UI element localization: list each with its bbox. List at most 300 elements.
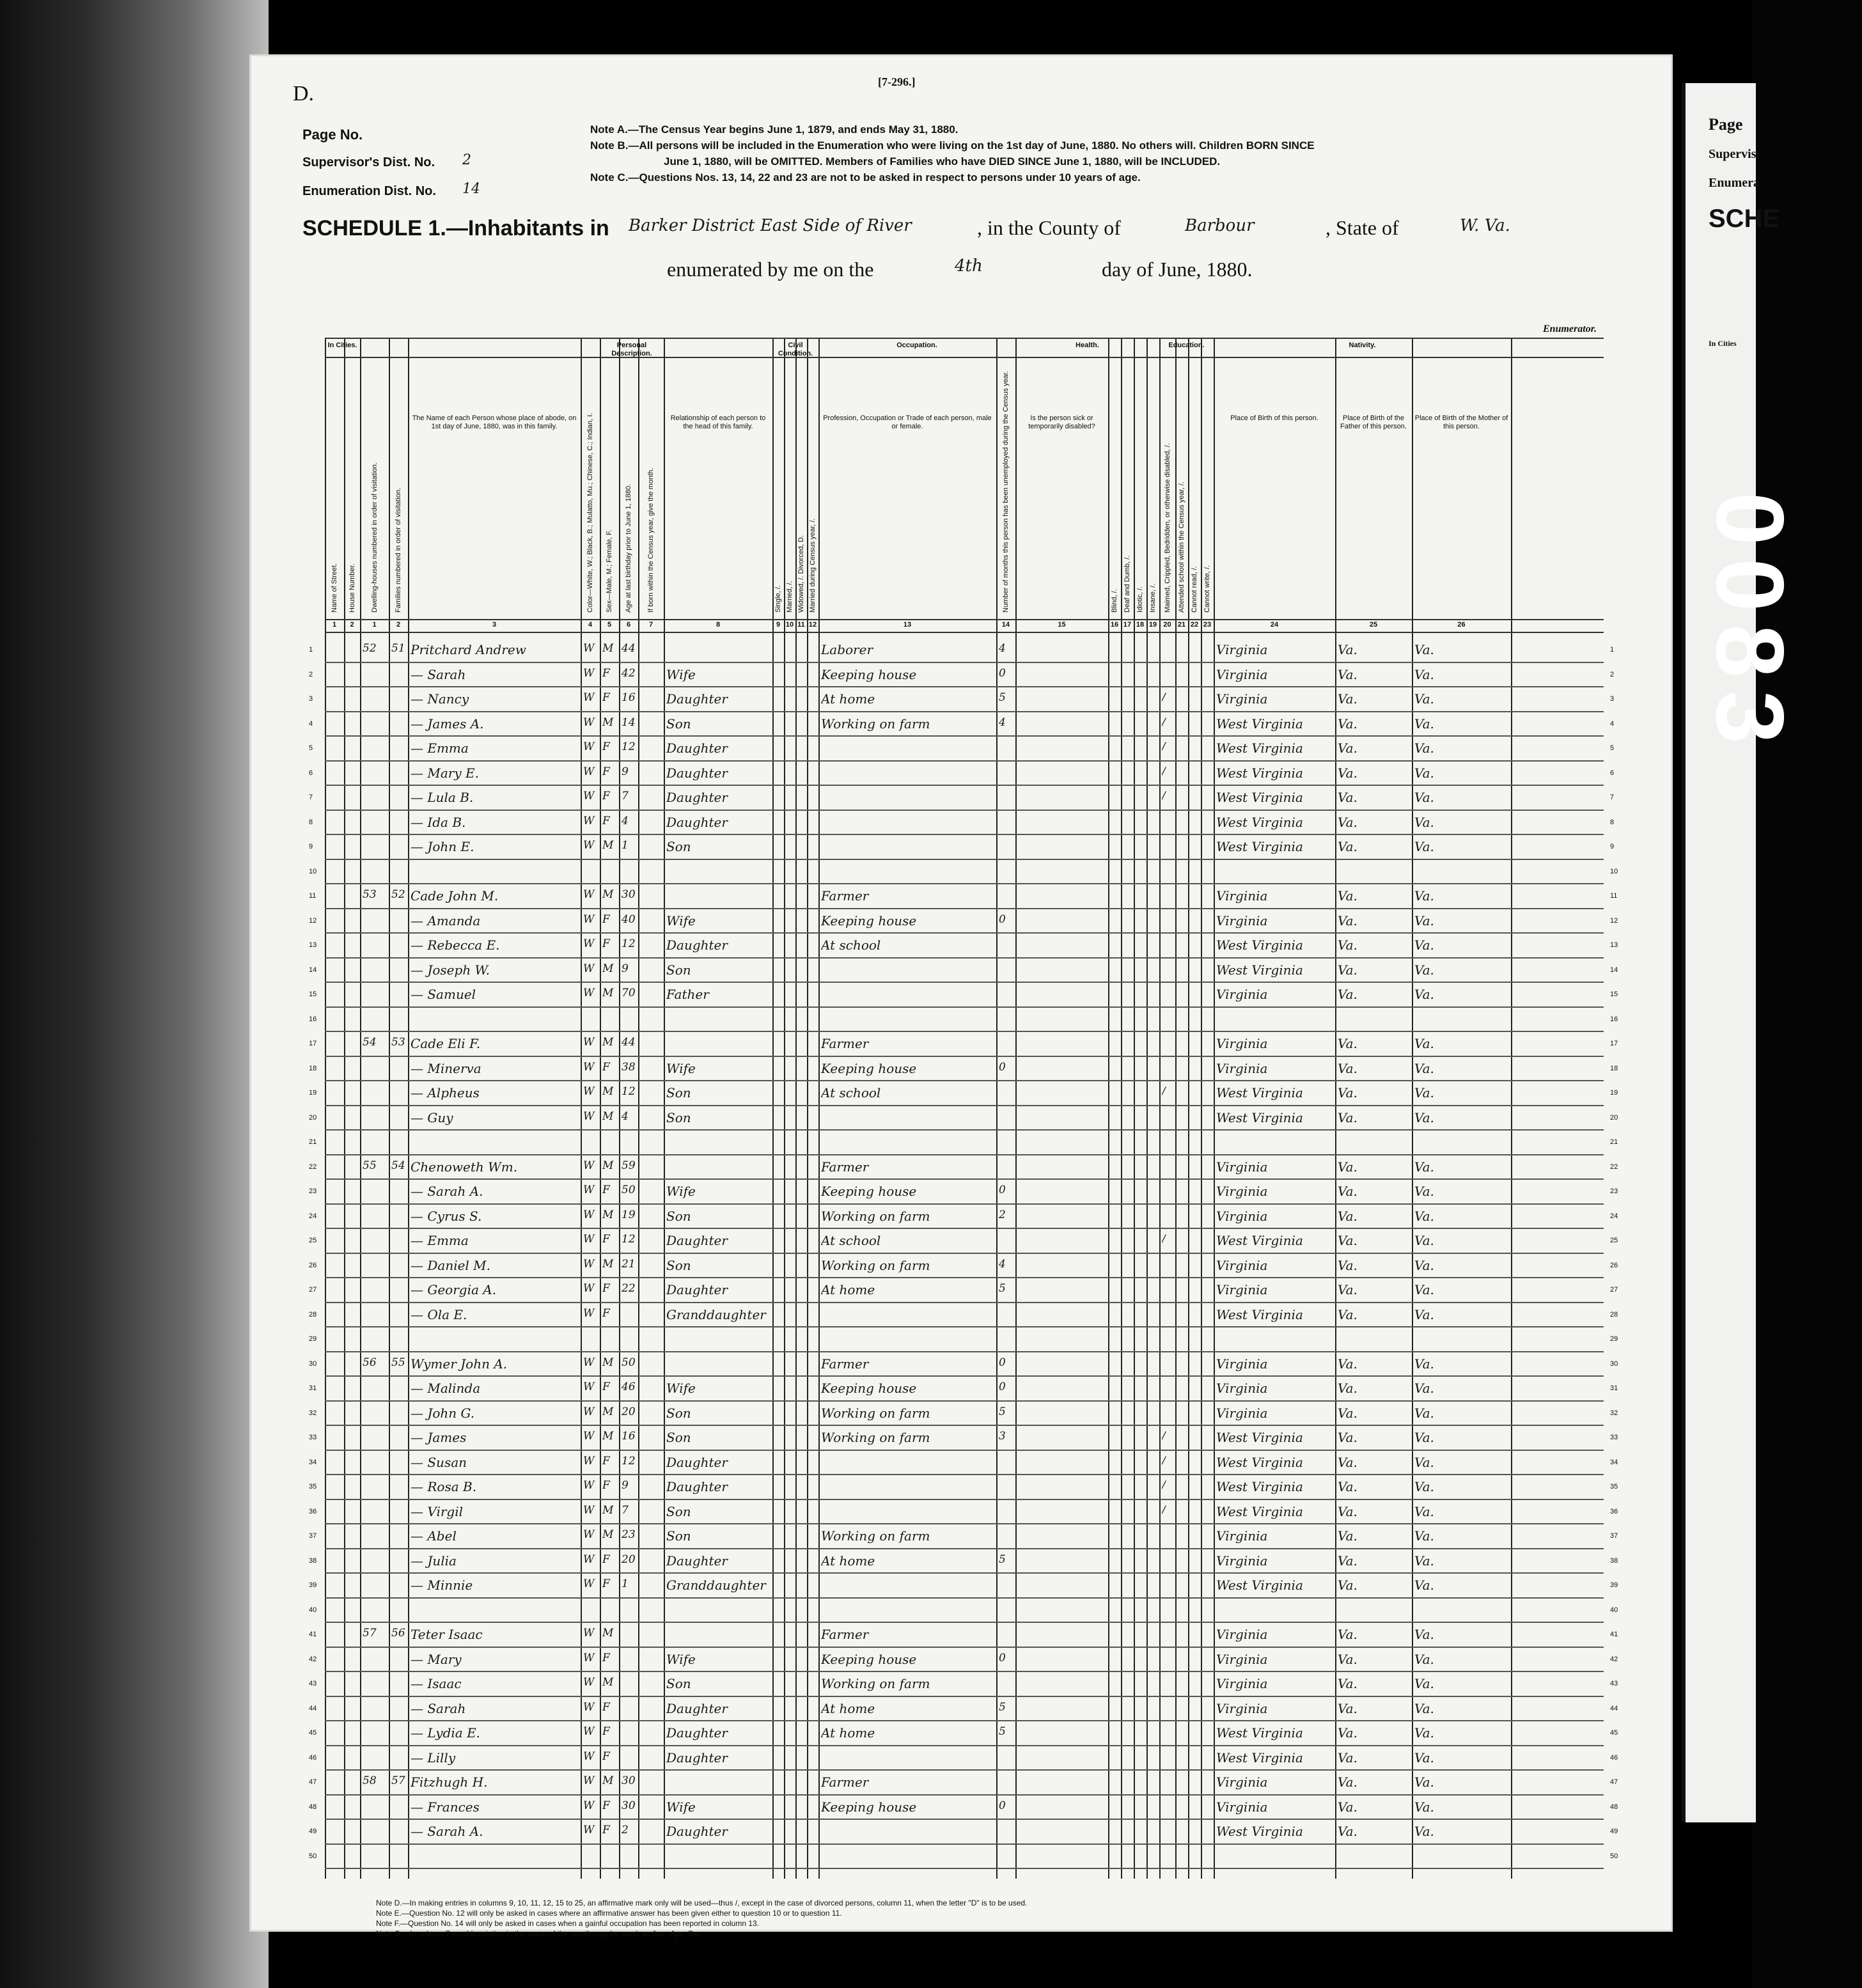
sex: M [602,987,614,999]
county-value: Barbour [1185,216,1255,235]
column-number-22: 20 [1163,621,1171,629]
father-birthplace: Va. [1338,888,1357,904]
color: W [583,1479,595,1492]
table-column-rule [600,338,601,1879]
occupation: Keeping house [821,1651,917,1667]
mother-birthplace: Va. [1414,1159,1434,1175]
sex: F [602,1553,610,1566]
line-number: 50 [309,1852,317,1860]
mother-birthplace: Va. [1414,1430,1434,1445]
person-name: — Nancy [411,691,469,707]
line-number: 24 [1610,1212,1618,1220]
age: 30 [622,888,636,901]
age: 12 [622,1085,636,1098]
line-number: 27 [309,1286,317,1294]
age: 4 [622,1109,629,1123]
table-row [325,1302,1604,1303]
age: 1 [622,839,629,852]
adjacent-schedule-label: SCHE [1709,205,1780,233]
person-name: Cade John M. [411,888,499,904]
months-unemployed: 5 [999,1725,1006,1738]
occupation: At school [821,1233,881,1248]
family-number: 53 [391,1036,405,1049]
sex: F [602,1306,610,1320]
birthplace: West Virginia [1216,765,1303,781]
line-number: 10 [309,867,317,875]
person-name: — Malinda [411,1381,481,1396]
mother-birthplace: Va. [1414,740,1434,756]
table-row [325,1572,1604,1574]
county-label: , in the County of [977,216,1121,239]
column-header-2: House Number. [348,563,356,613]
birthplace: West Virginia [1216,1479,1303,1494]
table-row [325,1548,1604,1549]
attended-school: / [1162,790,1166,802]
sex: M [602,1159,614,1172]
family-number: 55 [391,1356,405,1369]
sex: F [602,1282,610,1295]
table-column-rule [408,338,409,1879]
column-number-18: 16 [1110,621,1119,629]
relationship: Daughter [666,1700,728,1716]
table-row [325,1031,1604,1032]
occupation: At home [821,1553,875,1569]
line-number: 2 [309,670,313,678]
relationship: Wife [666,1381,696,1396]
occupation: Working on farm [821,1676,930,1691]
line-number: 34 [309,1458,317,1466]
sex: M [602,1503,614,1517]
note-b: Note B.—All persons will be included in the Enumeration who were living on the 1st day of June, 1880. No others will. Children BORN SINCE [590,139,1315,152]
line-number: 26 [309,1261,317,1269]
mother-birthplace: Va. [1414,962,1434,978]
mother-birthplace: Va. [1414,888,1434,904]
father-birthplace: Va. [1338,716,1357,732]
relationship: Granddaughter [666,1577,766,1593]
age: 44 [622,642,636,655]
age: 2 [622,1824,629,1836]
attended-school: / [1162,765,1166,778]
column-number-26: 24 [1270,621,1279,629]
line-number: 47 [309,1778,317,1786]
table-row [325,1868,1604,1869]
relationship: Son [666,1430,691,1445]
column-number-8: 6 [626,621,631,629]
occupation: Working on farm [821,1405,930,1421]
supervisor-value: 2 [462,152,471,168]
line-number: 7 [1610,794,1615,801]
table-row [325,1400,1604,1402]
father-birthplace: Va. [1338,1208,1357,1224]
color: W [583,790,595,802]
months-unemployed: 5 [999,1405,1006,1418]
birthplace: Virginia [1216,1060,1268,1076]
dwelling-number: 57 [363,1627,377,1640]
group-header-nativity: Nativity. [1349,341,1376,349]
line-number: 27 [1610,1286,1618,1294]
birthplace: West Virginia [1216,1824,1303,1839]
sex: M [602,1257,614,1271]
mother-birthplace: Va. [1414,1651,1434,1667]
mother-birthplace: Va. [1414,1208,1434,1224]
mother-birthplace: Va. [1414,1503,1434,1519]
age: 9 [622,962,629,975]
father-birthplace: Va. [1338,1700,1357,1716]
birthplace: West Virginia [1216,839,1303,854]
person-name: — Rosa B. [411,1479,477,1494]
age: 44 [622,1036,636,1049]
table-row [325,834,1604,835]
occupation: Farmer [821,1627,869,1642]
mother-birthplace: Va. [1414,1085,1434,1100]
age: 16 [622,1430,636,1443]
person-name: — Emma [411,740,469,756]
line-number: 16 [1610,1015,1618,1023]
relationship: Son [666,839,691,854]
occupation: Keeping house [821,1060,917,1076]
line-number: 22 [1610,1162,1618,1171]
occupation: At home [821,1700,875,1716]
months-unemployed: 0 [999,1651,1006,1664]
person-name: — Julia [411,1553,457,1569]
sex: F [602,790,610,802]
mother-birthplace: Va. [1414,1676,1434,1691]
attended-school: / [1162,1085,1166,1098]
note-g: Note G.—In column 7 an abbreviation in the name of the month may be used, as Jan., Apr., Dec. [376,1929,704,1938]
note-d: Note D.—In making entries in columns 9, 10, 11, 12, 15 to 25, an affirmative mark only will be used—thus /, except in the case of divorced persons, column 11, when the letter "D" is to be used. [376,1898,1028,1907]
attended-school: / [1162,1479,1166,1492]
color: W [583,1430,595,1443]
color: W [583,1208,595,1221]
table-row [325,1523,1604,1524]
line-number: 49 [1610,1828,1618,1835]
birthplace: Virginia [1216,1381,1268,1396]
color: W [583,1700,595,1714]
census-table [309,338,1618,1879]
table-header-rule [325,632,1604,633]
column-header-8: Age at last birthday prior to June 1, 1880. [625,483,632,613]
table-row [325,1080,1604,1081]
line-number: 11 [309,892,317,900]
sex: M [602,1085,614,1098]
line-number: 31 [309,1384,317,1392]
birthplace: Virginia [1216,1282,1268,1297]
table-row [325,1203,1604,1205]
mother-birthplace: Va. [1414,1184,1434,1199]
column-header-13: Widowed, /. Divorced, D. [797,535,805,613]
enumeration-label: Enumeration Dist. No. [302,184,436,198]
table-row [325,1450,1604,1451]
age: 16 [622,691,636,704]
color: W [583,1577,595,1590]
mother-birthplace: Va. [1414,1528,1434,1544]
occupation: At school [821,1085,881,1100]
father-birthplace: Va. [1338,642,1357,657]
table-row [325,1769,1604,1771]
table-row [325,859,1604,860]
sex: F [602,666,610,680]
table-row [325,1006,1604,1008]
line-number: 4 [309,719,313,728]
column-number-15: 13 [903,621,912,629]
relationship: Son [666,1405,691,1421]
father-birthplace: Va. [1338,1159,1357,1175]
table-row [325,1671,1604,1672]
months-unemployed: 0 [999,1799,1006,1812]
person-name: — Amanda [411,912,481,928]
birthplace: West Virginia [1216,1306,1303,1322]
birthplace: Virginia [1216,888,1268,904]
table-column-rule [818,338,820,1879]
table-row [325,1819,1604,1820]
table-row [325,1129,1604,1131]
age: 19 [622,1208,636,1221]
father-birthplace: Va. [1338,1553,1357,1569]
occupation: Keeping house [821,1184,917,1199]
table-column-rule [784,338,785,1879]
dwelling-number: 55 [363,1159,377,1172]
relationship: Daughter [666,740,728,756]
sex: M [602,1356,614,1369]
sex: F [602,1651,610,1664]
birthplace: Virginia [1216,1208,1268,1224]
family-number: 52 [391,888,405,901]
color: W [583,937,595,950]
line-number: 6 [309,769,313,777]
column-header-17: Is the person sick or temporarily disabled? [1028,414,1095,430]
line-number: 12 [1610,916,1618,925]
birthplace: Virginia [1216,912,1268,928]
relationship: Daughter [666,814,728,830]
table-row [325,1326,1604,1327]
table-row [325,1696,1604,1697]
film-frame-number-text: 0083 [1696,492,1804,757]
attended-school: / [1162,1233,1166,1246]
color: W [583,839,595,852]
months-unemployed: 5 [999,691,1006,704]
mother-birthplace: Va. [1414,642,1434,657]
mother-birthplace: Va. [1414,1282,1434,1297]
months-unemployed: 4 [999,642,1006,655]
column-number-23: 21 [1177,621,1186,629]
relationship: Daughter [666,937,728,953]
line-number: 13 [309,941,317,949]
mother-birthplace: Va. [1414,1577,1434,1593]
table-column-rule [360,338,361,1879]
color: W [583,1651,595,1664]
column-header-6: Color—White, W.; Black, B.; Mulatto, Mu.; Chinese, C.; Indian, I. [586,412,594,613]
line-number: 9 [1610,843,1615,850]
birthplace: Virginia [1216,1036,1268,1051]
line-number: 37 [309,1532,317,1540]
person-name: Pritchard Andrew [411,642,526,657]
line-number: 8 [1610,818,1615,826]
birthplace: West Virginia [1216,1454,1303,1470]
enumerated-prefix: enumerated by me on the [667,258,874,281]
line-number: 23 [1610,1187,1618,1195]
line-number: 36 [309,1507,317,1515]
relationship: Son [666,962,691,978]
mother-birthplace: Va. [1414,987,1434,1002]
line-number: 36 [1610,1507,1618,1515]
column-header-7: Sex—Male, M.; Female, F. [606,529,613,613]
line-number: 21 [1610,1138,1618,1146]
column-number-20: 18 [1136,621,1145,629]
line-number: 28 [309,1310,317,1319]
line-number: 5 [1610,744,1615,752]
column-number-21: 19 [1148,621,1157,629]
attended-school: / [1162,716,1166,729]
column-number-9: 7 [648,621,653,629]
note-a: Note A.—The Census Year begins June 1, 1879, and ends May 31, 1880. [590,123,958,136]
relationship: Daughter [666,1454,728,1470]
table-row [325,883,1604,884]
person-name: — Susan [411,1454,467,1470]
sex: M [602,642,614,655]
table-column-rule [1175,338,1177,1879]
father-birthplace: Va. [1338,839,1357,854]
table-column-rule [1146,338,1148,1879]
line-number: 22 [309,1162,317,1171]
sex: M [602,1528,614,1541]
age: 1 [622,1577,629,1590]
father-birthplace: Va. [1338,740,1357,756]
father-birthplace: Va. [1338,1282,1357,1297]
father-birthplace: Va. [1338,691,1357,707]
person-name: — Minerva [411,1060,481,1076]
column-header-26: Place of Birth of this person. [1230,414,1318,422]
column-header-9: If born within the Census year, give the month. [647,467,655,613]
mother-birthplace: Va. [1414,1799,1434,1815]
birthplace: Virginia [1216,987,1268,1002]
color: W [583,1799,595,1812]
person-name: — Daniel M. [411,1257,491,1273]
sex: F [602,1700,610,1714]
attended-school: / [1162,740,1166,753]
line-number: 23 [309,1187,317,1195]
age: 30 [622,1774,636,1787]
age: 12 [622,1454,636,1468]
line-number: 3 [309,695,313,703]
months-unemployed: 0 [999,1356,1006,1369]
father-birthplace: Va. [1338,937,1357,953]
line-number: 5 [309,744,313,752]
age: 20 [622,1553,636,1566]
adjacent-enumeration-label: Enumera [1709,176,1760,190]
color: W [583,1528,595,1541]
color: W [583,740,595,753]
table-header-rule [325,357,1604,358]
birthplace: Virginia [1216,1159,1268,1175]
column-number-17: 15 [1058,621,1066,629]
sex: F [602,1381,610,1393]
line-number: 29 [1610,1335,1618,1343]
column-number-2: 2 [350,621,354,629]
column-number-28: 26 [1457,621,1466,629]
mother-birthplace: Va. [1414,839,1434,854]
line-number: 12 [309,916,317,925]
table-column-rule [325,338,326,1879]
color: W [583,1036,595,1049]
line-number: 41 [1610,1631,1618,1638]
mother-birthplace: Va. [1414,814,1434,830]
table-column-rule [1412,338,1413,1879]
mother-birthplace: Va. [1414,790,1434,805]
mother-birthplace: Va. [1414,1036,1434,1051]
father-birthplace: Va. [1338,1627,1357,1642]
color: W [583,1749,595,1763]
line-number: 37 [1610,1532,1618,1540]
line-number: 40 [309,1606,317,1614]
relationship: Wife [666,1184,696,1199]
person-name: — Cyrus S. [411,1208,482,1224]
line-number: 19 [1610,1089,1618,1097]
sex: F [602,1454,610,1468]
line-number: 29 [309,1335,317,1343]
line-number: 14 [309,966,317,974]
line-number: 20 [309,1113,317,1122]
father-birthplace: Va. [1338,1233,1357,1248]
age: 38 [622,1060,636,1074]
line-number: 43 [309,1680,317,1687]
color: W [583,987,595,999]
mother-birthplace: Va. [1414,1257,1434,1273]
months-unemployed: 5 [999,1282,1006,1295]
table-row [325,1228,1604,1229]
birthplace: Virginia [1216,691,1268,707]
mother-birthplace: Va. [1414,691,1434,707]
sex: F [602,765,610,778]
color: W [583,765,595,778]
table-row [325,1178,1604,1180]
line-number: 11 [1610,892,1618,900]
father-birthplace: Va. [1338,1036,1357,1051]
mother-birthplace: Va. [1414,1749,1434,1765]
line-number: 32 [309,1409,317,1417]
line-number: 14 [1610,966,1618,974]
birthplace: West Virginia [1216,814,1303,830]
father-birthplace: Va. [1338,1381,1357,1396]
occupation: Working on farm [821,716,930,732]
father-birthplace: Va. [1338,765,1357,781]
occupation: Working on farm [821,1430,930,1445]
occupation: Keeping house [821,1799,917,1815]
table-column-rule [1159,338,1161,1879]
group-header-civil: Civil Condition. [778,341,813,357]
line-number: 25 [1610,1237,1618,1244]
color: W [583,1824,595,1836]
table-column-rule [807,338,808,1879]
age: 50 [622,1184,636,1196]
census-page [249,54,1673,1938]
relationship: Son [666,1528,691,1544]
state-value: W. Va. [1460,216,1510,235]
occupation: At home [821,691,875,707]
person-name: — Ida B. [411,814,466,830]
relationship: Father [666,987,709,1002]
father-birthplace: Va. [1338,1725,1357,1741]
column-header-10: Relationship of each person to the head of this family. [670,414,766,430]
line-number: 17 [309,1040,317,1047]
person-name: — Mary [411,1651,462,1667]
father-birthplace: Va. [1338,1430,1357,1445]
relationship: Daughter [666,1725,728,1741]
color: W [583,962,595,975]
mother-birthplace: Va. [1414,1233,1434,1248]
father-birthplace: Va. [1338,1085,1357,1100]
birthplace: West Virginia [1216,1109,1303,1125]
birthplace: Virginia [1216,1627,1268,1642]
